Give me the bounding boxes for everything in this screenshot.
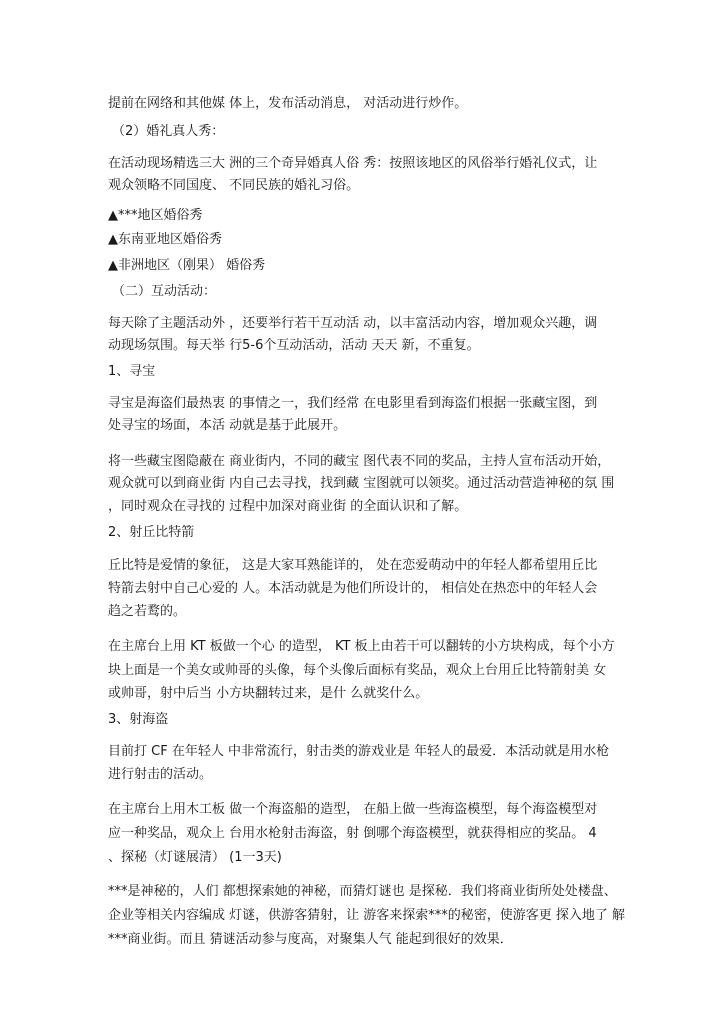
paragraph-line: 每天除了主题活动外 ，还要举行若干互动活 动，以丰富活动内容，增加观众兴趣，调 [108,316,598,331]
paragraph-line: 块上面是一个美女或帅哥的头像，每个头像后面标有奖品，观众上台用丘比特箭射美 女 [108,663,607,678]
paragraph-line: 特箭去射中自己心爱的 人。本活动就是为他们所设计的， 相信处在热恋中的年轻人会 [108,581,598,596]
section-heading: （2）婚礼真人秀： [112,124,225,139]
section-heading: 、探秘（灯谜展清） (1一3天) [108,850,282,865]
paragraph-line: 寻宝是海盗们最热衷 的事情之一，我们经常 在电影里看到海盗们根据一张藏宝图，到 [108,396,598,411]
paragraph-line: ***是神秘的，人们 都想探索她的神秘，而猜灯谜也 是探秘．我们将商业街所处处楼盘、 [108,884,617,899]
list-item: ▲***地区婚俗秀 [108,208,203,223]
section-heading: 2、射丘比特箭 [108,525,195,540]
paragraph-line: 处寻宝的场面，本活 动就是基于此展开。 [108,418,347,433]
paragraph-line: 观众就可以到商业街 内自己去寻找，找到藏 宝图就可以领奖。通过活动营造神秘的氛 围 [108,476,615,491]
paragraph-line: 趋之若鹜的。 [108,604,187,619]
section-heading: 1、寻宝 [108,364,156,379]
paragraph-line: 在主席台上用木工板 做一个海盗船的造型， 在船上做一些海盗模型，每个海盗模型对 [108,802,598,817]
paragraph-line: 将一些藏宝图隐蔽在 商业街内，不同的藏宝 图代表不同的奖品，主持人宣布活动开始， [108,454,611,469]
paragraph-line: 丘比特是爱情的象征， 这是大家耳熟能详的， 处在恋爱萌动中的年轻人都希望用丘比 [108,558,598,573]
paragraph-line: 应一种奖品，观众上 台用水枪射击海盗，射 倒哪个海盗模型，就获得相应的奖品。 4 [108,826,597,841]
paragraph-line: 动现场氛围。每天举 行5-6个互动活动，活动 天天 新，不重复。 [108,338,480,353]
paragraph-line: ，同时观众在寻找的 过程中加深对商业街 的全面认识和了解。 [108,499,468,514]
list-item: ▲非洲地区（刚果） 婚俗秀 [108,258,266,273]
paragraph-line: 进行射击的活动。 [108,767,213,782]
paragraph-line: 目前打 CF 在年轻人 中非常流行，射击类的游戏业是 年轻人的最爱．本活动就是用水枪 [108,744,610,759]
paragraph-line: 观众领略不同国度、 不同民族的婚礼习俗。 [108,178,360,193]
list-item: ▲东南亚地区婚俗秀 [108,232,222,247]
section-heading: （二）互动活动： [112,284,217,299]
paragraph-line: 在主席台上用 KT 板做一个心 的造型， KT 板上由若干可以翻转的小方块构成，每个小方 [108,639,615,654]
paragraph-line: 在活动现场精选三大 洲的三个奇异婚真人俗 秀：按照该地区的风俗举行婚礼仪式，让 [108,156,598,171]
paragraph-line: 提前在网络和其他媒 体上，发布活动消息， 对活动进行炒作。 [108,96,468,111]
section-heading: 3、射海盗 [108,712,169,727]
paragraph-line: 或帅哥，射中后当 小方块翻转过来，是什 么就奖什么。 [108,686,429,701]
paragraph-line: 企业等相关内容编成 灯谜，供游客猜射，让 游客来探索***的秘密，使游客更 探入地了 解 [108,908,626,923]
paragraph-line: ***商业街。而且 猜谜活动参与度高，对聚集人气 能起到很好的效果． [108,932,513,947]
